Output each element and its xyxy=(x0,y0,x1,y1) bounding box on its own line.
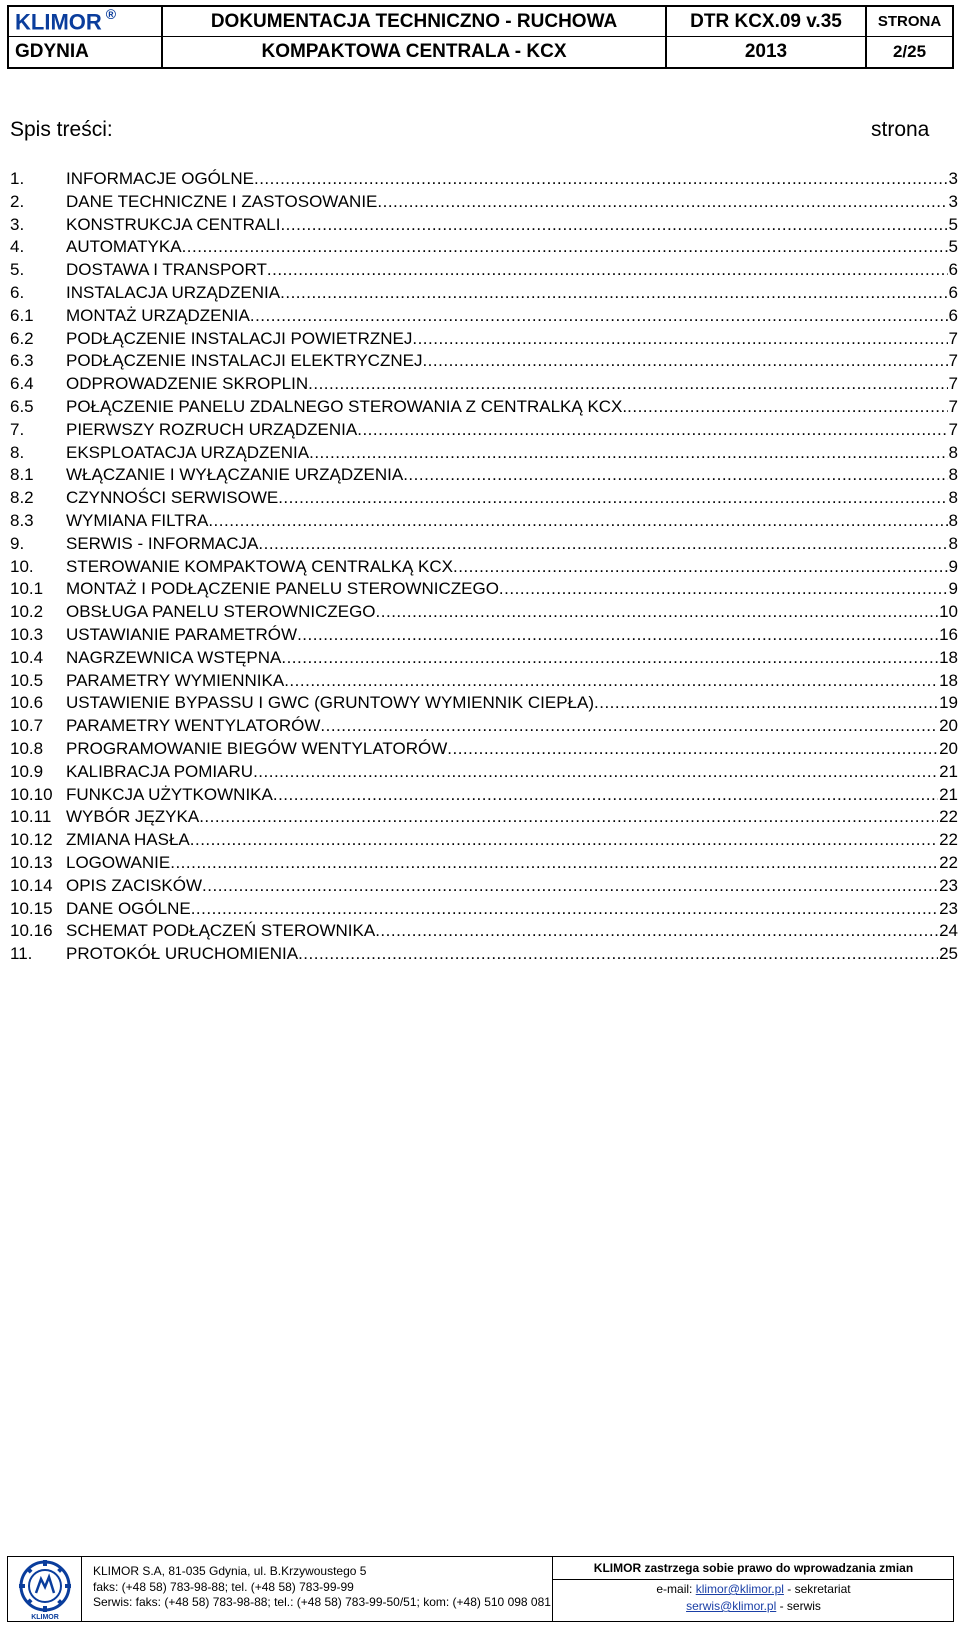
toc-entry-label: PODŁĄCZENIE INSTALACJI POWIETRZNEJ xyxy=(66,328,413,348)
document-header xyxy=(7,5,954,69)
toc-entry-number: 8. xyxy=(10,442,25,462)
toc-entry-number: 9. xyxy=(10,533,25,553)
toc-title: Spis treści: xyxy=(10,118,113,141)
toc-entry[interactable] xyxy=(10,601,958,624)
toc-entry-number: 3. xyxy=(10,214,25,234)
toc-entry-page: 9 xyxy=(948,556,958,576)
toc-leader-dots xyxy=(284,670,938,693)
toc-entry-label: USTAWIENIE BYPASSU I GWC (GRUNTOWY WYMIENNIK CIEPŁA) xyxy=(66,693,594,713)
office-email-link[interactable]: klimor@klimor.pl xyxy=(695,1582,784,1596)
toc-entry-page: 24 xyxy=(939,921,958,941)
toc-entry[interactable] xyxy=(10,852,958,875)
page-label: STRONA xyxy=(877,13,942,30)
toc-entry-number: 8.1 xyxy=(10,465,34,485)
toc-entry-label: MONTAŻ URZĄDZENIA xyxy=(66,305,250,325)
toc-entry-label: CZYNNOŚCI SERWISOWE xyxy=(66,488,279,508)
toc-entry-page: 8 xyxy=(948,465,958,485)
toc-entry-page: 23 xyxy=(939,875,958,895)
toc-entry-number: 10.3 xyxy=(10,624,44,644)
toc-entry-number: 6.3 xyxy=(10,351,34,371)
toc-entry-number: 10.1 xyxy=(10,579,44,599)
toc-entry-page: 22 xyxy=(939,830,958,850)
year: 2013 xyxy=(744,41,788,62)
toc-entry-page: 23 xyxy=(939,898,958,918)
toc-leader-dots xyxy=(280,282,947,305)
toc-entry-number: 2. xyxy=(10,191,25,211)
toc-entry-label: DOSTAWA I TRANSPORT xyxy=(66,260,267,280)
toc-entry-label: PARAMETRY WYMIENNIKA xyxy=(66,670,285,690)
toc-entry[interactable] xyxy=(10,191,958,214)
toc-leader-dots xyxy=(627,396,947,419)
toc-entry-page: 7 xyxy=(948,419,958,439)
toc-leader-dots xyxy=(281,647,938,670)
toc-entry-label: STEROWANIE KOMPAKTOWĄ CENTRALKĄ KCX xyxy=(66,556,453,576)
toc-leader-dots xyxy=(297,624,938,647)
toc-entry[interactable] xyxy=(10,875,958,898)
toc-leader-dots xyxy=(182,236,948,259)
toc-leader-dots xyxy=(403,464,947,487)
toc-leader-dots xyxy=(202,875,938,898)
product-name: KOMPAKTOWA CENTRALA - KCX xyxy=(261,41,567,62)
toc-entry-label: LOGOWANIE xyxy=(66,852,171,872)
toc-entry[interactable] xyxy=(10,578,958,601)
toc-entry[interactable] xyxy=(10,214,958,237)
toc-entry-number: 10.14 xyxy=(10,875,53,895)
toc-leader-dots xyxy=(253,761,938,784)
toc-leader-dots xyxy=(357,419,947,442)
toc-leader-dots xyxy=(191,898,938,921)
toc-entry-label: MONTAŻ I PODŁĄCZENIE PANELU STEROWNICZEGO xyxy=(66,579,499,599)
toc-entry[interactable] xyxy=(10,943,958,966)
toc-entry-page: 3 xyxy=(948,191,958,211)
toc-entry[interactable] xyxy=(10,282,958,305)
toc-entry[interactable] xyxy=(10,168,958,191)
toc-entry-page: 8 xyxy=(948,488,958,508)
toc-entry[interactable] xyxy=(10,761,958,784)
rights-notice: KLIMOR zastrzega sobie prawo do wprowadzania zmian xyxy=(553,1557,954,1580)
address-line: KLIMOR S.A, 81-035 Gdynia, ul. B.Krzywoustego 5 xyxy=(93,1564,367,1578)
toc-entry-number: 10.10 xyxy=(10,784,53,804)
toc-entry[interactable] xyxy=(10,305,958,328)
toc-entry-number: 10.5 xyxy=(10,670,44,690)
toc-entry[interactable] xyxy=(10,533,958,556)
toc-entry-label: SCHEMAT PODŁĄCZEŃ STEROWNIKA xyxy=(66,921,376,941)
toc-entry-number: 10. xyxy=(10,556,34,576)
toc-entry[interactable] xyxy=(10,419,958,442)
toc-entry[interactable] xyxy=(10,670,958,693)
toc-entry-page: 25 xyxy=(939,944,958,964)
toc-entry-label: USTAWIANIE PARAMETRÓW xyxy=(66,624,298,644)
toc-entry-label: PROGRAMOWANIE BIEGÓW WENTYLATORÓW xyxy=(66,738,448,758)
toc-entry-label: PROTOKÓŁ URUCHOMIENIA xyxy=(66,944,299,964)
toc-entry[interactable] xyxy=(10,442,958,465)
toc-entry[interactable] xyxy=(10,647,958,670)
toc-leader-dots xyxy=(208,510,947,533)
toc-leader-dots xyxy=(250,305,948,328)
city: GDYNIA xyxy=(15,41,89,62)
toc-entry-label: WYBÓR JĘZYKA xyxy=(66,807,200,827)
toc-entry[interactable] xyxy=(10,464,958,487)
toc-entry-page: 5 xyxy=(948,237,958,257)
toc-entry-number: 10.6 xyxy=(10,693,44,713)
toc-entry-number: 8.3 xyxy=(10,510,34,530)
toc-entry-page: 7 xyxy=(948,351,958,371)
footer-right-box xyxy=(552,1557,954,1621)
toc-entry-label: WYMIANA FILTRA xyxy=(66,510,209,530)
toc-entry[interactable] xyxy=(10,259,958,282)
toc-entry-number: 6.2 xyxy=(10,328,34,348)
toc-leader-dots xyxy=(298,943,938,966)
toc-entry[interactable] xyxy=(10,373,958,396)
toc-entry-page: 22 xyxy=(939,807,958,827)
product-cell xyxy=(163,37,667,67)
city-cell xyxy=(9,37,163,67)
klimor-logo-icon xyxy=(8,1557,82,1621)
toc-entry-number: 10.12 xyxy=(10,830,53,850)
toc-entry-page: 7 xyxy=(948,374,958,394)
toc-entry[interactable] xyxy=(10,715,958,738)
toc-entry-number: 6. xyxy=(10,282,25,302)
toc-entry-page: 7 xyxy=(948,328,958,348)
toc-leader-dots xyxy=(258,533,947,556)
logo-text: KLIMOR xyxy=(31,1614,59,1621)
service-email-link[interactable]: serwis@klimor.pl xyxy=(686,1599,777,1613)
toc-entry-page: 22 xyxy=(939,852,958,872)
toc-entry-page: 9 xyxy=(948,579,958,599)
company-address xyxy=(93,1564,551,1611)
toc-entry-label: DANE TECHNICZNE I ZASTOSOWANIE xyxy=(66,191,378,211)
toc-entry-page: 21 xyxy=(939,784,958,804)
toc-entry-number: 10.4 xyxy=(10,647,44,667)
toc-entry-label: SERWIS - INFORMACJA xyxy=(66,533,259,553)
toc-entry-page: 3 xyxy=(948,169,958,188)
toc-entry-number: 6.1 xyxy=(10,305,34,325)
toc-entry-label: ODPROWADZENIE SKROPLIN xyxy=(66,374,309,394)
toc-entry[interactable] xyxy=(10,806,958,829)
toc-leader-dots xyxy=(254,168,948,191)
toc-leader-dots xyxy=(594,692,938,715)
toc-entry-page: 7 xyxy=(948,396,958,416)
toc-entry-label: FUNKCJA UŻYTKOWNIKA xyxy=(66,784,273,804)
toc-entry-number: 4. xyxy=(10,237,25,257)
toc-leader-dots xyxy=(273,784,938,807)
toc-leader-dots xyxy=(190,829,938,852)
doc-type-cell xyxy=(163,7,667,37)
toc-entry-label: PODŁĄCZENIE INSTALACJI ELEKTRYCZNEJ xyxy=(66,351,423,371)
toc-entry-page: 6 xyxy=(948,260,958,280)
toc-entry-number: 11. xyxy=(10,944,33,964)
toc-entry-page: 8 xyxy=(948,533,958,553)
toc-entry-label: PIERWSZY ROZRUCH URZĄDZENIA xyxy=(66,419,358,439)
toc-page-column-label: strona xyxy=(871,118,930,141)
brand-name: KLIMOR ® xyxy=(15,5,117,35)
toc-entry[interactable] xyxy=(10,396,958,419)
toc-entry[interactable] xyxy=(10,236,958,259)
doc-code: DTR KCX.09 v.35 xyxy=(690,10,842,32)
toc-entry[interactable] xyxy=(10,692,958,715)
toc-leader-dots xyxy=(422,350,947,373)
toc-entry-page: 21 xyxy=(939,761,958,781)
toc-entry-page: 10 xyxy=(939,602,958,622)
toc-entry-label: POŁĄCZENIE PANELU ZDALNEGO STEROWANIA Z CENTRALKĄ KCX. xyxy=(66,396,628,416)
toc-leader-dots xyxy=(499,578,948,601)
doc-code-cell xyxy=(667,7,867,37)
toc-entry-page: 18 xyxy=(939,670,958,690)
toc-entry-label: PARAMETRY WENTYLATORÓW xyxy=(66,716,321,736)
document-footer xyxy=(7,1556,954,1622)
toc-entry[interactable] xyxy=(10,829,958,852)
toc-entry-number: 10.8 xyxy=(10,738,44,758)
toc-entry-number: 8.2 xyxy=(10,488,34,508)
toc-leader-dots xyxy=(412,328,947,351)
toc-entry-number: 10.15 xyxy=(10,898,53,918)
office-email-line: e-mail: klimor@klimor.pl - sekretariat xyxy=(656,1582,851,1596)
toc-entry-number: 6.5 xyxy=(10,396,34,416)
toc-entry-label: WŁĄCZANIE I WYŁĄCZANIE URZĄDZENIA xyxy=(66,465,404,485)
logo-box xyxy=(8,1557,82,1621)
registered-mark: ® xyxy=(105,5,117,22)
toc-entry[interactable] xyxy=(10,624,958,647)
toc-leader-dots xyxy=(280,214,947,237)
contact-emails xyxy=(553,1581,954,1615)
toc-entry[interactable] xyxy=(10,784,958,807)
toc-entry[interactable] xyxy=(10,328,958,351)
toc-leader-dots xyxy=(308,373,947,396)
toc-entry-number: 10.9 xyxy=(10,761,44,781)
toc-leader-dots xyxy=(376,601,939,624)
toc-entry-number: 10.2 xyxy=(10,602,44,622)
toc-entry-page: 8 xyxy=(948,510,958,530)
toc-entry-number: 10.11 xyxy=(10,807,52,827)
toc-entry-label: KONSTRUKCJA CENTRALI xyxy=(66,214,281,234)
toc-entry-page: 18 xyxy=(939,647,958,667)
toc-entry-label: INFORMACJE OGÓLNE xyxy=(66,169,254,188)
service-line: Serwis: faks: (+48 58) 783-98-88; tel.: (+48 58) 783-99-50/51; kom: (+48) 510 098 081 xyxy=(93,1595,551,1609)
page-number-cell xyxy=(867,37,952,67)
toc-entry-page: 6 xyxy=(948,305,958,325)
toc-entry[interactable] xyxy=(10,898,958,921)
toc-entry-number: 10.7 xyxy=(10,716,44,736)
toc-leader-dots xyxy=(375,920,938,943)
toc-entry-page: 5 xyxy=(948,214,958,234)
phone-line: faks: (+48 58) 783-98-88; tel. (+48 58) 783-99-99 xyxy=(93,1579,354,1594)
page-label-cell xyxy=(867,7,952,37)
toc-entry-page: 20 xyxy=(939,738,958,758)
toc-entry-number: 1. xyxy=(10,169,25,188)
toc-entry-number: 7. xyxy=(10,419,25,439)
toc-entry-label: DANE OGÓLNE xyxy=(66,898,191,918)
toc-entry-label: OBSŁUGA PANELU STEROWNICZEGO xyxy=(66,602,376,622)
year-cell xyxy=(667,37,867,67)
toc-entry[interactable] xyxy=(10,920,958,943)
toc-entry-number: 5. xyxy=(10,260,25,280)
toc-entry-page: 16 xyxy=(939,624,958,644)
toc-leader-dots xyxy=(309,442,947,465)
toc-entry-label: KALIBRACJA POMIARU xyxy=(66,761,254,781)
toc-entry[interactable] xyxy=(10,487,958,510)
toc-entry-label: OPIS ZACISKÓW xyxy=(66,875,203,895)
service-email-line: serwis@klimor.pl - serwis xyxy=(686,1599,821,1613)
toc-entry[interactable] xyxy=(10,350,958,373)
toc-entry-number: 10.13 xyxy=(10,852,53,872)
toc-entry-number: 10.16 xyxy=(10,921,53,941)
toc-entry-page: 8 xyxy=(948,442,958,462)
toc-entry[interactable] xyxy=(10,738,958,761)
toc-leader-dots xyxy=(170,852,938,875)
page-number: 2/25 xyxy=(892,42,927,61)
toc-entry-label: INSTALACJA URZĄDZENIA xyxy=(66,282,281,302)
toc-leader-dots xyxy=(199,806,938,829)
toc-entry[interactable] xyxy=(10,510,958,533)
brand-cell xyxy=(9,7,163,37)
toc-leader-dots xyxy=(377,191,947,214)
toc-entry[interactable] xyxy=(10,556,958,579)
toc-leader-dots xyxy=(267,259,948,282)
toc-entry-number: 6.4 xyxy=(10,374,34,394)
toc-leader-dots xyxy=(320,715,938,738)
toc-entry-label: NAGRZEWNICA WSTĘPNA xyxy=(66,647,282,667)
toc-entry-label: AUTOMATYKA xyxy=(66,237,182,257)
toc-entry-page: 6 xyxy=(948,282,958,302)
doc-type: DOKUMENTACJA TECHNICZNO - RUCHOWA xyxy=(210,10,618,32)
toc-entry-page: 19 xyxy=(939,693,958,713)
toc-leader-dots xyxy=(278,487,947,510)
toc-entry-label: EKSPLOATACJA URZĄDZENIA xyxy=(66,442,310,462)
table-of-contents xyxy=(10,168,958,966)
toc-entry-label: ZMIANA HASŁA xyxy=(66,830,190,850)
toc-leader-dots xyxy=(447,738,938,761)
toc-entry-page: 20 xyxy=(939,716,958,736)
toc-leader-dots xyxy=(453,556,948,579)
